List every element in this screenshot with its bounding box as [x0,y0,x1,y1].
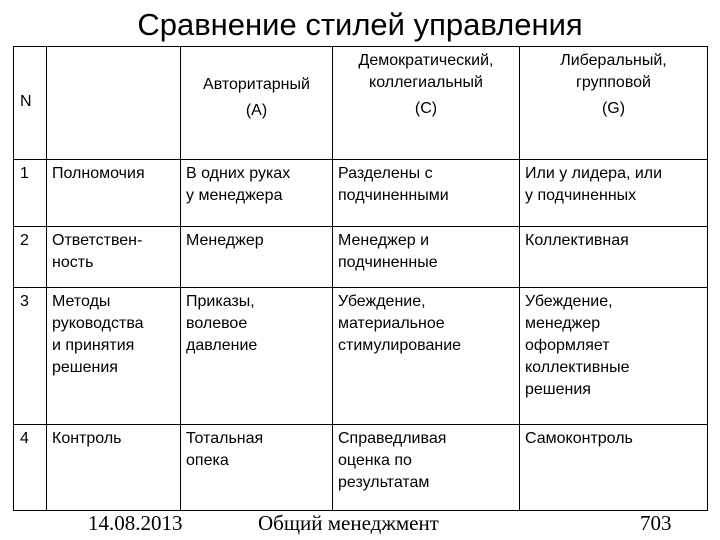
table-header-row [14,47,708,160]
democratic-text-line: результатам [338,474,430,491]
header-criterion-cell [47,47,181,160]
democratic-cell [333,160,520,227]
header-authoritarian-code: (A) [245,102,268,119]
liberal-cell [520,425,708,511]
liberal-text-line: коллективные [525,359,630,376]
comparison-table [13,46,708,511]
criterion-text-line: Методы [52,293,111,310]
liberal-text-line: Коллективная [525,232,629,249]
table-row [14,227,708,288]
authoritarian-text-line: Приказы, [186,293,255,310]
democratic-text-line: подчиненными [338,187,449,204]
liberal-text-line: менеджер [525,315,601,332]
democratic-text-line: материальное [338,315,445,332]
header-liberal-code: (G) [601,100,626,117]
criterion-cell [47,288,181,425]
footer-course-name: Общий менеджмент [258,511,439,535]
liberal-text-line: Или у лидера, или [525,165,663,182]
header-democratic-code: (C) [414,100,438,117]
liberal-cell [520,288,708,425]
header-liberal-label-line: Либеральный, [560,52,667,69]
criterion-cell [47,425,181,511]
liberal-cell [520,160,708,227]
num-text-line: 4 [20,430,29,447]
table-row [14,288,708,425]
liberal-text-line: оформляет [525,337,610,354]
authoritarian-text-line: В одних руках [186,165,291,182]
header-democratic-cell [333,47,520,160]
header-democratic-label-line: коллегиальный [369,74,483,91]
democratic-text-line: Менеджер и [338,232,430,249]
authoritarian-cell [181,425,333,511]
democratic-cell [333,288,520,425]
row-number-cell [14,227,47,288]
row-number-cell [14,160,47,227]
header-democratic-label-line: Демократический, [358,52,494,69]
authoritarian-text-line: у менеджера [186,187,283,204]
row-number-cell [14,425,47,511]
table-row [14,425,708,511]
democratic-text-line: Разделены с [338,165,433,182]
democratic-text-line: стимулирование [338,337,462,354]
header-liberal-cell [520,47,708,160]
authoritarian-cell [181,160,333,227]
row-number-cell [14,288,47,425]
authoritarian-text-line: волевое [186,315,248,332]
liberal-text-line: у подчиненных [525,187,637,204]
criterion-text-line: руководства [52,315,144,332]
democratic-text-line: подчиненные [338,254,438,271]
criterion-text-line: Контроль [52,430,122,447]
header-authoritarian-cell [181,47,333,160]
table-row [14,160,708,227]
header-authoritarian-label: Авторитарный [203,76,310,93]
democratic-cell [333,227,520,288]
header-number-cell [14,47,47,160]
num-text-line: 1 [20,165,29,182]
democratic-cell [333,425,520,511]
footer-page-number: 703 [640,511,672,535]
footer-date: 14.08.2013 [88,511,183,535]
liberal-text-line: Самоконтроль [525,430,633,447]
num-text-line: 3 [20,293,29,310]
democratic-text-line: оценка по [338,452,412,469]
criterion-text-line: и принятия [52,337,135,354]
authoritarian-cell [181,288,333,425]
democratic-text-line: Справедливая [338,430,447,447]
criterion-text-line: ность [52,254,94,271]
authoritarian-text-line: Тотальная [186,430,264,447]
header-liberal-label-line: групповой [576,74,651,91]
liberal-text-line: Убеждение, [525,293,613,310]
authoritarian-cell [181,227,333,288]
criterion-cell [47,227,181,288]
slide-title: Сравнение стилей управления [137,7,583,42]
authoritarian-text-line: опека [186,452,229,469]
header-number-label: N [20,92,32,110]
authoritarian-text-line: давление [186,337,258,354]
criterion-cell [47,160,181,227]
liberal-cell [520,227,708,288]
criterion-text-line: Полномочия [52,165,145,182]
num-text-line: 2 [20,232,29,249]
liberal-text-line: решения [525,381,591,398]
criterion-text-line: решения [52,359,118,376]
criterion-text-line: Ответствен- [52,232,143,249]
democratic-text-line: Убеждение, [338,293,426,310]
authoritarian-text-line: Менеджер [186,232,264,249]
